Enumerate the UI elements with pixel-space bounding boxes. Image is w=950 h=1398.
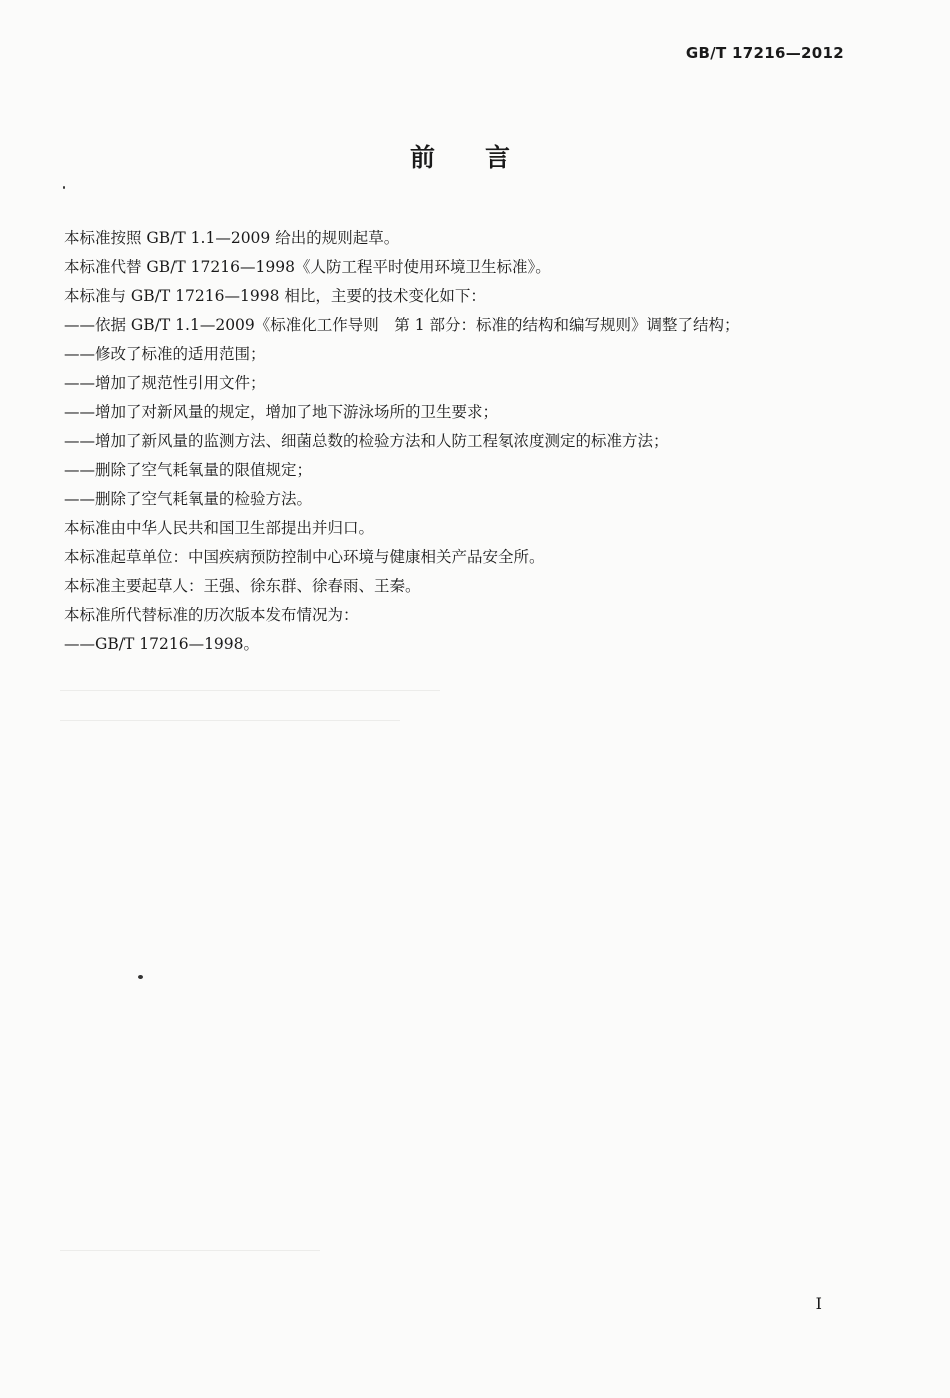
foreword-line: 本标准所代替标准的历次版本发布情况为： [64,606,359,624]
foreword-line: ——GB/T 17216—1998。 [64,635,260,653]
scan-artifact [60,690,440,691]
scan-artifact [60,720,400,721]
foreword-line: ——删除了空气耗氧量的限值规定； [64,461,313,479]
foreword-body [64,224,844,659]
scan-speck [138,975,143,979]
foreword-line: ——增加了新风量的监测方法、细菌总数的检验方法和人防工程氡浓度测定的标准方法； [64,432,669,450]
page-title: 前言 [409,143,560,172]
foreword-line: ——增加了对新风量的规定，增加了地下游泳场所的卫生要求； [64,403,499,421]
foreword-line: 本标准代替 GB/T 17216—1998《人防工程平时使用环境卫生标准》。 [64,258,551,276]
standard-number: GB/T 17216—2012 [685,44,844,62]
foreword-line: 本标准由中华人民共和国卫生部提出并归口。 [64,519,375,537]
page-number: I [815,1294,822,1313]
foreword-line: 本标准主要起草人：王强、徐东群、徐春雨、王秦。 [64,577,421,595]
scan-artifact [60,1250,320,1251]
foreword-line: ——删除了空气耗氧量的检验方法。 [64,490,313,508]
foreword-line: 本标准起草单位：中国疾病预防控制中心环境与健康相关产品安全所。 [64,548,545,566]
foreword-line: 本标准与 GB/T 17216—1998 相比，主要的技术变化如下： [64,287,486,305]
foreword-line: ——修改了标准的适用范围； [64,345,266,363]
foreword-line: 本标准按照 GB/T 1.1—2009 给出的规则起草。 [64,229,400,247]
foreword-line: ——依据 GB/T 1.1—2009《标准化工作导则 第 1 部分：标准的结构和编写规则》调整了结构； [64,316,740,334]
foreword-line: ——增加了规范性引用文件； [64,374,266,392]
scan-speck [63,186,65,189]
